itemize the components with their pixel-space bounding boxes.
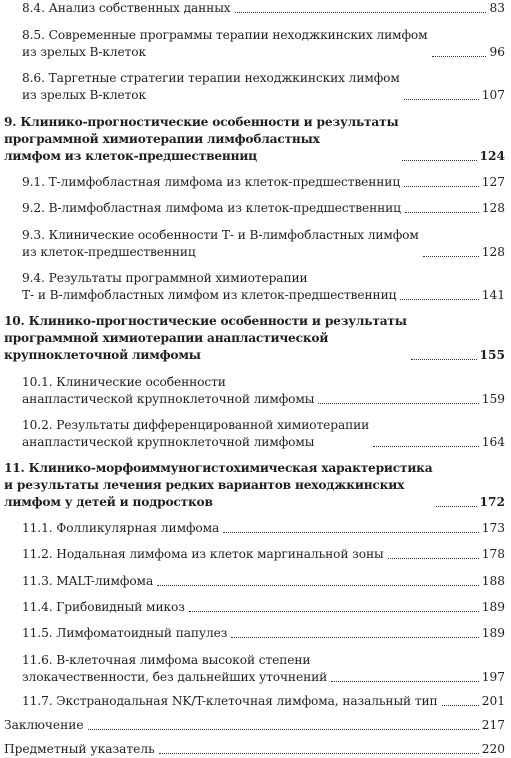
toc-entry-title: 9. Клинико-прогностические особенности и результаты программной химиотерапии лимфобластных лимфом из клеток-предшественниц — [4, 115, 399, 163]
dot-leader — [388, 558, 479, 559]
toc-entry-11-3[interactable] — [4, 573, 505, 590]
toc-page-number: 124 — [479, 149, 505, 163]
toc-page-number: 172 — [479, 495, 505, 509]
toc-entry-9-3[interactable] — [4, 227, 505, 261]
toc-entry-title: 9.1. Т-лимфобластная лимфома из клеток-предшественниц — [22, 175, 401, 189]
toc-page-number: 220 — [481, 742, 505, 756]
dot-leader — [88, 729, 479, 730]
toc-entry-chapter-11[interactable] — [4, 460, 505, 511]
toc-page-number: 164 — [481, 435, 505, 449]
toc-page-number: 141 — [481, 288, 505, 302]
dot-leader — [373, 446, 479, 447]
dot-leader — [223, 532, 479, 533]
toc-entry-subject-index[interactable] — [4, 741, 505, 758]
toc-page-number: 155 — [479, 348, 505, 362]
toc-page-number: 127 — [481, 175, 505, 189]
toc-entry-title: 11.7. Экстранодальная NK/T-клеточная лимфома, назальный тип — [22, 694, 438, 708]
toc-page-number: 107 — [481, 88, 505, 102]
toc-entry-11-2[interactable] — [4, 546, 505, 563]
toc-page-number: 128 — [481, 201, 505, 215]
dot-leader — [231, 637, 478, 638]
toc-entry-11-4[interactable] — [4, 599, 505, 616]
dot-leader — [189, 611, 479, 612]
dot-leader — [436, 506, 476, 507]
toc-page-number: 188 — [481, 574, 505, 588]
dot-leader — [402, 160, 476, 161]
toc-entry-title: 11.5. Лимфоматоидный папулез — [22, 626, 228, 640]
toc-entry-title: Предметный указатель — [4, 742, 155, 756]
toc-entry-chapter-9[interactable] — [4, 114, 505, 165]
toc-page-number: 189 — [481, 600, 505, 614]
toc-page-number: 201 — [481, 694, 505, 708]
dot-leader — [432, 56, 487, 57]
toc-entry-title: 11.1. Фолликулярная лимфома — [22, 521, 220, 535]
toc-page-number: 159 — [481, 392, 505, 406]
dot-leader — [405, 212, 479, 213]
toc-page-number: 96 — [489, 45, 505, 59]
toc-entry-title: 9.3. Клинические особенности Т- и В-лимфобластных лимфом из клеток-предшественниц — [22, 228, 419, 259]
dot-leader — [157, 585, 479, 586]
dot-leader — [423, 256, 479, 257]
toc-page-number: 128 — [481, 245, 505, 259]
toc-entry-9-1[interactable] — [4, 174, 505, 191]
toc-entry-10-2[interactable] — [4, 417, 505, 451]
toc-entry-8-4[interactable] — [4, 0, 505, 17]
toc-page-number: 178 — [481, 547, 505, 561]
toc-entry-title: 10.1. Клинические особенности анапластической крупноклеточной лимфомы — [22, 375, 315, 406]
toc-entry-title: Заключение — [4, 718, 84, 732]
dot-leader — [331, 681, 479, 682]
dot-leader — [411, 359, 477, 360]
dot-leader — [404, 186, 479, 187]
toc-entry-title: 10. Клинико-прогностические особенности и результаты программной химиотерапии анапластической крупноклеточной лимфомы — [4, 314, 407, 362]
dot-leader — [442, 705, 479, 706]
toc-entry-11-7[interactable] — [4, 693, 505, 710]
dot-leader — [159, 753, 479, 754]
toc-entry-9-4[interactable] — [4, 270, 505, 304]
toc-entry-8-5[interactable] — [4, 27, 505, 61]
toc-entry-title: 9.4. Результаты программной химиотерапии Т- и В-лимфобластных лимфом из клеток-предшественниц — [22, 271, 397, 302]
dot-leader — [235, 12, 487, 13]
toc-page-number: 173 — [481, 521, 505, 535]
toc-entry-title: 8.6. Таргетные стратегии терапии неходжкинских лимфом из зрелых В-клеток — [22, 71, 400, 102]
toc-page-number: 189 — [481, 626, 505, 640]
toc-entry-chapter-10[interactable] — [4, 313, 505, 364]
toc-entry-title: 11.3. MALT-лимфома — [22, 574, 154, 588]
toc-entry-title: 9.2. В-лимфобластная лимфома из клеток-предшественниц — [22, 201, 401, 215]
dot-leader — [404, 99, 479, 100]
dot-leader — [400, 299, 478, 300]
toc-entry-title: 8.4. Анализ собственных данных — [22, 1, 231, 15]
toc-entry-title: 11. Клинико-морфоиммуногистохимическая характеристика и результаты лечения редких вариантов неходжкинских лимфом у детей и подростков — [4, 461, 433, 509]
toc-entry-8-6[interactable] — [4, 70, 505, 104]
toc-entry-title: 11.4. Грибовидный микоз — [22, 600, 185, 614]
toc-entry-title: 10.2. Результаты дифференцированной химиотерапии анапластической крупноклеточной лимфомы — [22, 418, 370, 449]
toc-entry-title: 11.6. В-клеточная лимфома высокой степени злокачественности, без дальнейших уточнений — [22, 653, 328, 684]
toc-entry-title: 8.5. Современные программы терапии неходжкинских лимфом из зрелых В-клеток — [22, 28, 428, 59]
toc-entry-11-6[interactable] — [4, 652, 505, 686]
toc-page-number: 217 — [481, 718, 505, 732]
toc-entry-11-1[interactable] — [4, 520, 505, 537]
dot-leader — [318, 403, 478, 404]
table-of-contents — [4, 0, 505, 758]
toc-entry-title: 11.2. Нодальная лимфома из клеток маргинальной зоны — [22, 547, 384, 561]
toc-entry-conclusion[interactable] — [4, 717, 505, 734]
toc-entry-9-2[interactable] — [4, 200, 505, 217]
toc-entry-10-1[interactable] — [4, 374, 505, 408]
toc-page-number: 197 — [481, 670, 505, 684]
toc-entry-11-5[interactable] — [4, 625, 505, 642]
toc-page-number: 83 — [489, 1, 505, 15]
